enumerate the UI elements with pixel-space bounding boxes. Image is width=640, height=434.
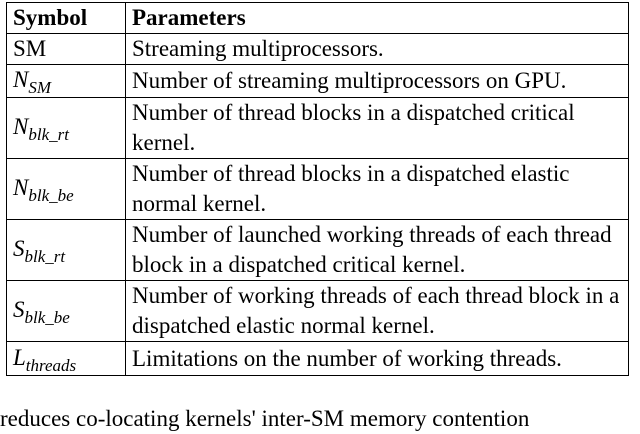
table-row [7,159,629,220]
table-row [7,281,629,342]
parameters-table [6,2,629,376]
table-row [7,65,629,98]
symbol-text: N [13,175,29,200]
description-cell: Number of thread blocks in a dispatched critical kernel. [126,98,629,159]
description-cell: Limitations on the number of working threads. [126,342,629,376]
table-row [7,98,629,159]
symbol-subscript: threads [25,355,77,375]
symbol-subscript: blk_rt [28,125,69,144]
symbol-cell [7,34,126,65]
symbol-subscript: SM [28,78,52,97]
description-cell: Number of launched working threads of each thread block in a dispatched critical kernel. [126,220,629,281]
body-text-fragment: reduces co-locating kernels' inter-SM memory contention [0,406,530,431]
table-row [7,220,629,281]
table-header-row [7,3,629,34]
symbol-cell [7,159,126,220]
symbol-cell [7,98,126,159]
symbol-subscript: blk_rt [24,247,66,266]
header-symbol: Symbol [7,3,126,34]
symbol-cell [7,220,126,281]
symbol-text: SM [13,36,47,61]
symbol-text: N [13,67,29,92]
description-cell: Number of streaming multiprocessors on GPU. [126,65,629,98]
description-cell: Number of thread blocks in a dispatched elastic normal kernel. [126,159,629,220]
symbol-cell [7,281,126,342]
symbol-text: L [13,344,26,370]
symbol-subscript: blk_be [28,186,74,205]
symbol-cell [7,342,126,376]
table-row [7,34,629,65]
symbol-cell [7,65,126,98]
header-parameters: Parameters [126,3,629,34]
symbol-subscript: blk_be [24,308,70,327]
table-row [7,342,629,376]
description-cell: Number of working threads of each thread block in a dispatched elastic normal kernel. [126,281,629,342]
symbol-text: S [13,297,25,322]
description-cell: Streaming multiprocessors. [126,34,629,65]
symbol-text: N [13,114,29,139]
symbol-text: S [13,236,25,261]
